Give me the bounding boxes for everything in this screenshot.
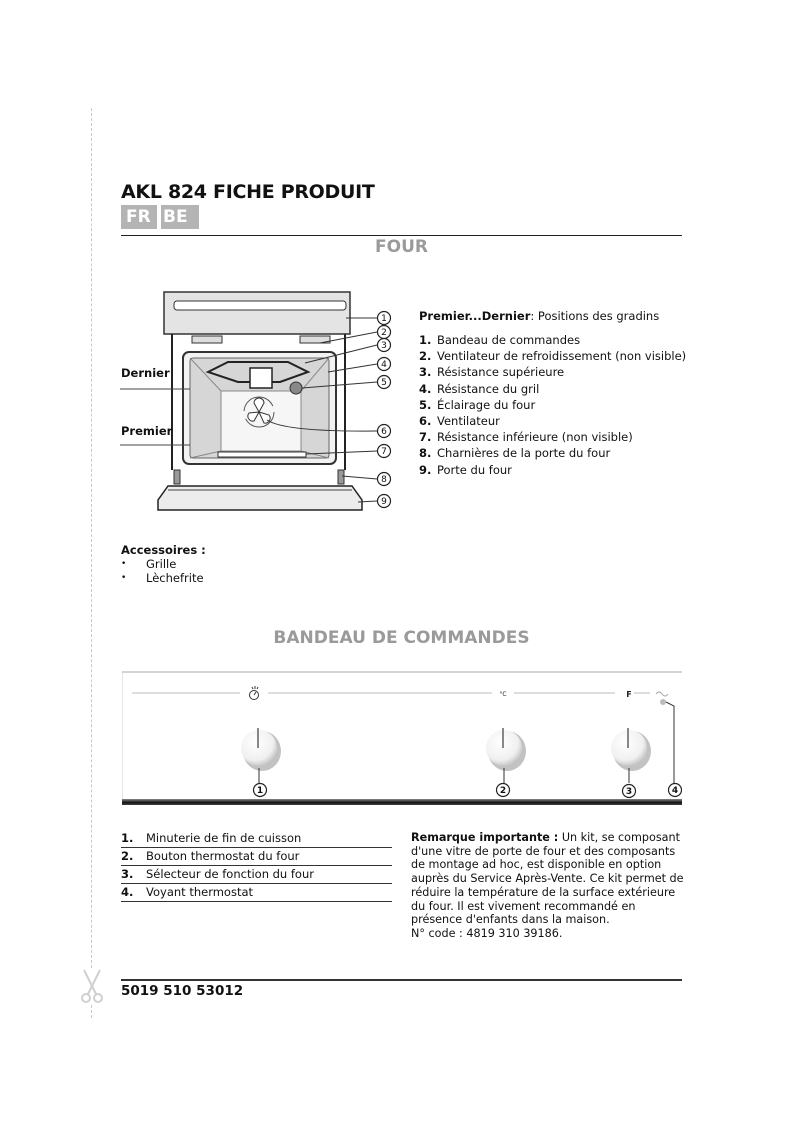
- oven-legend: [419, 309, 686, 478]
- panel-callout-4: 4: [671, 786, 679, 796]
- legend-item: 2. Ventilateur de refroidissement (non visible): [419, 349, 687, 364]
- shelf-label-premier: Premier: [121, 424, 173, 438]
- function-symbol: F: [626, 690, 632, 699]
- legend-heading: Premier...Dernier: Positions des gradins: [419, 309, 660, 323]
- timer-icon: [250, 686, 259, 700]
- section-title-four: FOUR: [375, 237, 428, 257]
- control-legend-item: 1. Minuterie de fin de cuisson: [121, 830, 392, 848]
- footer-code: 5019 510 53012: [121, 983, 244, 999]
- note-text: Un kit, se composant d'une vitre de porte de four et des composants de montage ad hoc, est disponible en option auprès du Service Après-Vente. Ce kit permet de réduire la température de la surface extérieure du four. Il est vivement recommandé en présence d'enfants dans la maison.: [411, 831, 684, 927]
- note-code: N° code : 4819 310 39186.: [411, 926, 563, 940]
- cut-line: [91, 108, 92, 1018]
- callout-7: 7: [381, 447, 387, 457]
- accessories: [121, 543, 206, 585]
- legend-item: 3. Résistance supérieure: [419, 365, 565, 380]
- panel-callout-1: 1: [256, 786, 264, 796]
- section-title-bandeau: BANDEAU DE COMMANDES: [273, 628, 530, 648]
- accessory-item: • Lèchefrite: [121, 571, 204, 585]
- callout-6: 6: [381, 427, 387, 437]
- legend-item: 1. Bandeau de commandes: [419, 333, 581, 347]
- control-legend-item: 4. Voyant thermostat: [121, 884, 392, 902]
- legend-item: 5. Éclairage du four: [419, 397, 536, 412]
- callout-4: 4: [381, 360, 387, 370]
- callout-9: 9: [381, 497, 387, 507]
- note-heading: Remarque importante :: [411, 831, 559, 844]
- control-legend-item: 3. Sélecteur de fonction du four: [121, 866, 392, 884]
- scissors-icon: [78, 968, 106, 1004]
- control-legend: [121, 830, 392, 902]
- legend-item: 9. Porte du four: [419, 462, 512, 477]
- legend-item: 4. Résistance du gril: [419, 381, 540, 396]
- control-panel-diagram: [122, 671, 682, 807]
- panel-callout-2: 2: [499, 786, 507, 796]
- callout-3: 3: [381, 341, 387, 351]
- language-badge-fr: FR: [121, 205, 157, 229]
- header-divider: [121, 235, 682, 236]
- indicator-light: [660, 699, 666, 705]
- accessories-heading: Accessoires :: [121, 543, 206, 557]
- legend-item: 6. Ventilateur: [419, 413, 500, 428]
- legend-item: 8. Charnières de la porte du four: [419, 446, 611, 461]
- legend-item: 7. Résistance inférieure (non visible): [419, 430, 633, 445]
- indicator-wave-icon: [656, 692, 668, 696]
- control-legend-item: 2. Bouton thermostat du four: [121, 848, 392, 866]
- important-note: [411, 831, 686, 941]
- callout-1: 1: [381, 314, 387, 324]
- oven-diagram: [120, 290, 400, 518]
- celsius-symbol: °C: [499, 691, 507, 698]
- accessory-item: • Grille: [121, 557, 177, 571]
- shelf-label-dernier: Dernier: [121, 366, 170, 380]
- callout-8: 8: [381, 475, 387, 485]
- callout-2: 2: [381, 328, 387, 338]
- panel-callout-3: 3: [625, 787, 633, 797]
- footer-divider: [121, 979, 682, 981]
- callout-5: 5: [381, 378, 387, 388]
- document-title: AKL 824 FICHE PRODUIT: [121, 181, 375, 203]
- language-badge-be: BE: [161, 205, 199, 229]
